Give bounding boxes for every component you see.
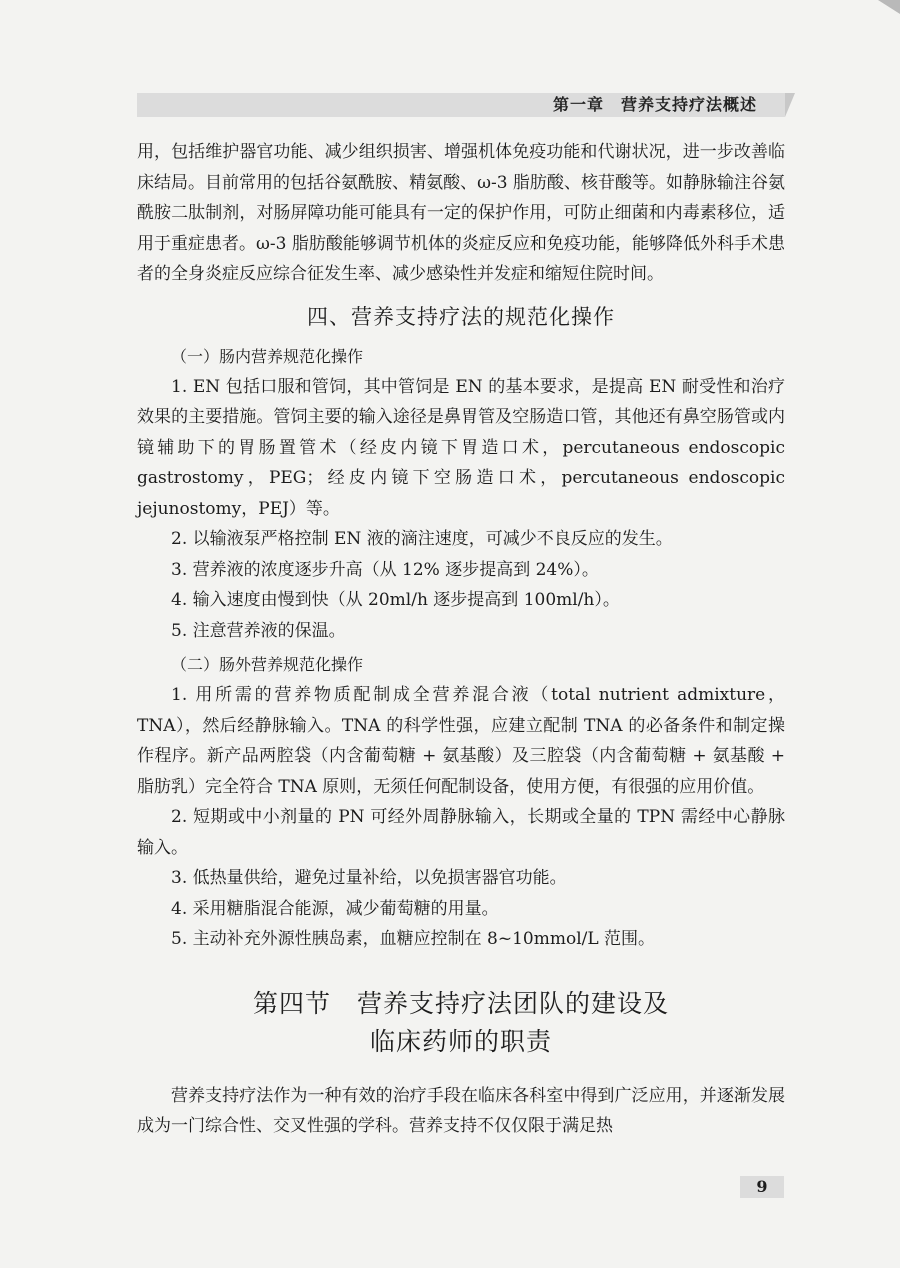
page-number: 9 xyxy=(740,1176,784,1198)
header-fold-decoration xyxy=(785,93,795,117)
enteral-item-2: 2. 以输液泵严格控制 EN 液的滴注速度，可减少不良反应的发生。 xyxy=(171,529,673,549)
enteral-item-3: 3. 营养液的浓度逐步升高（从 12% 逐步提高到 24%）。 xyxy=(171,559,599,580)
enteral-item-5: 5. 注意营养液的保温。 xyxy=(171,620,346,641)
parenteral-item-1: 1. 用所需的营养物质配制成全营养混合液（total nutrient admixture，TNA），然后经静脉输入。TNA 的科学性强，应建立配制 TNA 的必备条件和制定操作程序。新产品两腔袋（内含葡萄糖 + 氨基酸）及三腔袋（内含葡萄糖 + 氨基酸 + 脂肪乳）完全符合 TNA 原则，无须任何配制设备，使用方便，有很强的应用价值。 xyxy=(137,685,785,797)
parenteral-item-2: 2. 短期或中小剂量的 PN 可经外周静脉输入，长期或全量的 TPN 需经中心静脉输入。 xyxy=(137,807,785,858)
page-corner xyxy=(878,0,900,14)
chapter-section-title-line2: 临床药师的职责 xyxy=(369,1026,552,1056)
parenteral-item-3: 3. 低热量供给，避免过量补给，以免损害器官功能。 xyxy=(171,868,567,888)
chapter-section-paragraph: 营养支持疗法作为一种有效的治疗手段在临床各科室中得到广泛应用，并逐渐发展成为一门综合性、交叉性强的学科。营养支持不仅仅限于满足热 xyxy=(137,1085,785,1136)
intro-paragraph: 用，包括维护器官功能、减少组织损害、增强机体免疫功能和代谢状况，进一步改善临床结局。目前常用的包括谷氨酰胺、精氨酸、ω-3 脂肪酸、核苷酸等。如静脉输注谷氨酰胺二肽制剂，对肠屏障功能可能具有一定的保护作用，可防止细菌和内毒素移位，适用于重症患者。ω-3 脂肪酸能够调节机体的炎症反应和免疫功能，能够降低外科手术患者的全身炎症反应综合征发生率、减少感染性并发症和缩短住院时间。 xyxy=(137,142,785,284)
parenteral-item-4: 4. 采用糖脂混合能源，减少葡萄糖的用量。 xyxy=(171,898,499,919)
chapter-section-title-line1: 第四节 营养支持疗法团队的建设及 xyxy=(252,988,669,1018)
running-header-title: 第一章 营养支持疗法概述 xyxy=(552,95,757,114)
subsection-heading-parenteral: （二）肠外营养规范化操作 xyxy=(171,655,364,674)
page-body xyxy=(137,137,785,1142)
subsection-heading-enteral: （一）肠内营养规范化操作 xyxy=(171,346,364,366)
running-header xyxy=(137,93,785,117)
enteral-item-4: 4. 输入速度由慢到快（从 20ml/h 逐步提高到 100ml/h）。 xyxy=(171,590,620,610)
section-heading: 四、营养支持疗法的规范化操作 xyxy=(307,304,615,329)
enteral-item-1: 1. EN 包括口服和管饲，其中管饲是 EN 的基本要求，是提高 EN 耐受性和治疗效果的主要措施。管饲主要的输入途径是鼻胃管及空肠造口管，其他还有鼻空肠管或内镜辅助下的胃肠置管术（经皮内镜下胃造口术，percutaneous endoscopic gastrostomy，PEG；经皮内镜下空肠造口术，percutaneous endoscopic jejunostomy，PEJ）等。 xyxy=(137,376,785,519)
chapter-section-title xyxy=(137,985,785,1061)
parenteral-item-5: 5. 主动补充外源性胰岛素，血糖应控制在 8~10mmol/L 范围。 xyxy=(171,929,656,949)
